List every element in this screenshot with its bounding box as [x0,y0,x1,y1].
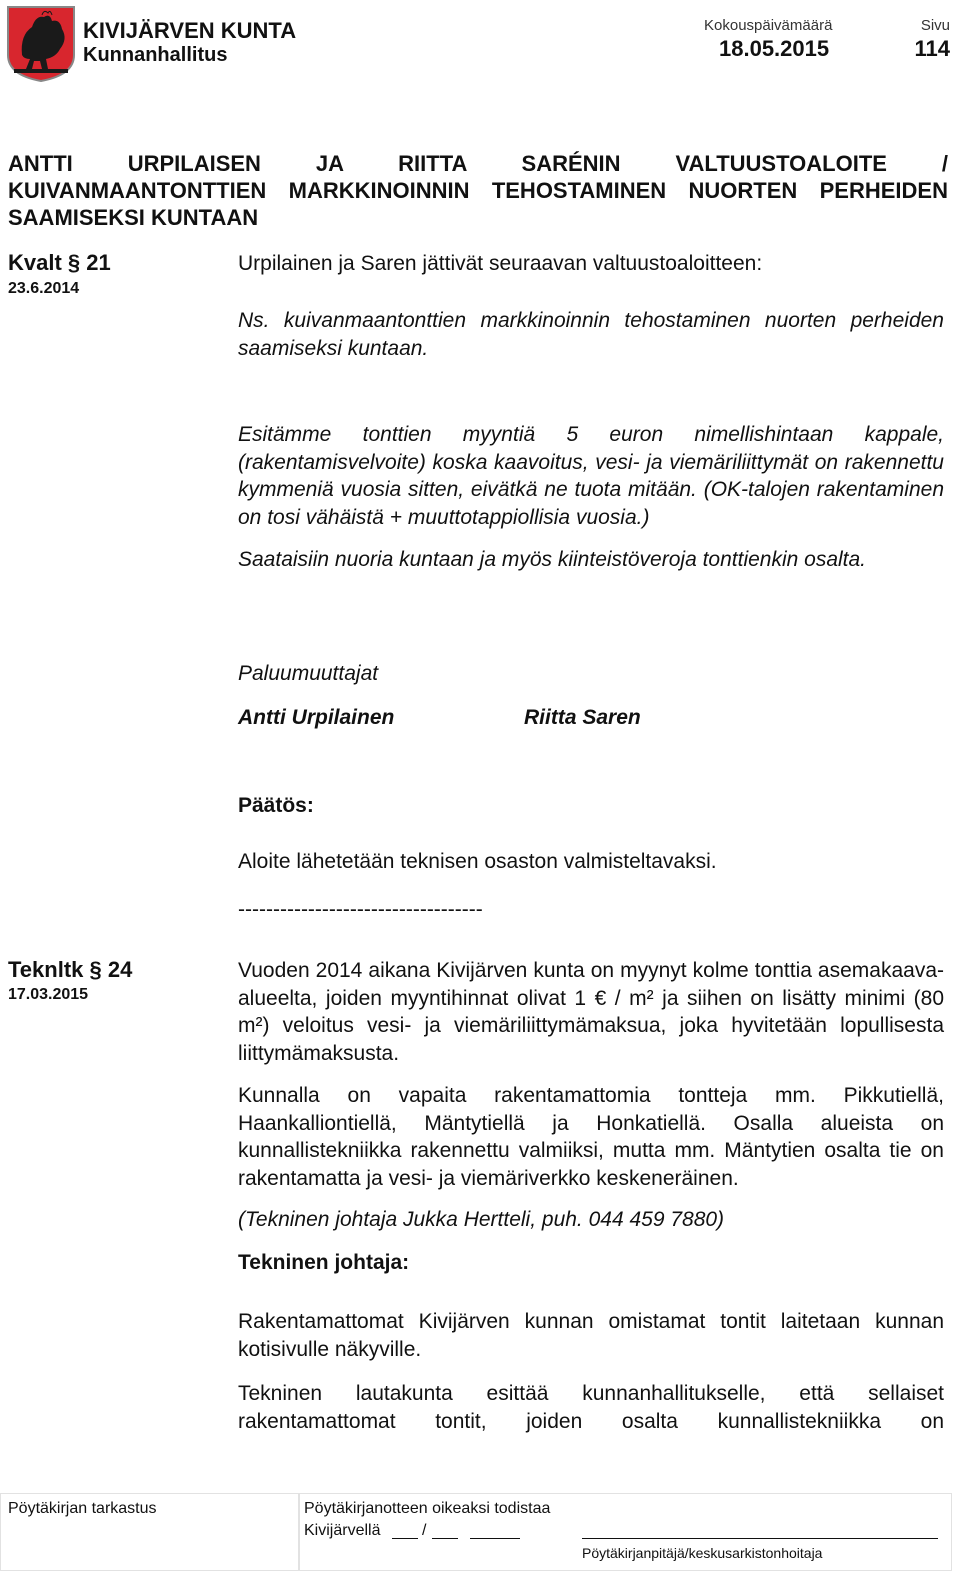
page-label: Sivu [920,17,950,34]
tekn-paragraph-4: Tekninen lautakunta esittää kunnanhallitukselle, että sellaiset rakentamattomat tontit, joiden osalta kunnallistekniikka on [238,1382,944,1433]
decision-text: Aloite lähetetään teknisen osaston valmisteltavaksi. [238,850,717,873]
footer-place: Kivijärvellä [304,1522,381,1539]
contact-note: (Tekninen johtaja Jukka Hertteli, puh. 044 459 7880) [238,1208,725,1231]
tech-director-heading: Tekninen johtaja: [238,1251,410,1274]
tekn-paragraph-3: Rakentamattomat Kivijärven kunnan omistamat tontit laitetaan kunnan kotisivulle näkyville. [238,1310,944,1361]
footer-check-label: Pöytäkirjan tarkastus [8,1500,157,1517]
footer-date-blank-2 [432,1538,458,1539]
kvalt-section-label: Kvalt § 21 [8,250,111,275]
meeting-date: 18.05.2015 [719,36,830,61]
signer-2: Riitta Saren [524,706,641,729]
footer-date-blank-1 [392,1538,418,1539]
title-line-2: KUIVANMAANTONTTIEN MARKKINOINNIN TEHOSTAMINEN NUORTEN PERHEIDEN [8,178,948,203]
footer-certified-label: Pöytäkirjanotteen oikeaksi todistaa [304,1500,551,1517]
decision-heading: Päätös: [238,794,314,817]
tekn-paragraph-2: Kunnalla on vapaita rakentamattomia tontteja mm. Pikkutiellä, Haankalliontiellä, Mäntytiellä ja Honkatiellä. Osalla alueista on kunnallistekniikka rakennettu valmiiksi, mutta mm. Mäntytien osalta tie on rakentamatta ja vesi- ja viemäriverkko keskeneräinen. [238,1084,944,1190]
title-line-3: SAAMISEKSI KUNTAAN [8,205,259,230]
separator-line: ----------------------------------- [238,898,483,921]
kvalt-section-date: 23.6.2014 [8,280,80,297]
initiative-paragraph-2: Saataisiin nuoria kuntaan ja myös kiinteistöveroja tonttienkin osalta. [238,548,867,571]
municipal-crest [6,5,76,83]
initiative-paragraph-1: Esitämme tonttien myyntiä 5 euron nimellishintaan kappale, (rakentamisvelvoite) koska kaavoitus, vesi- ja viemäriliittymät on rakennettu kymmeniä vuosia sitten, eivätkä ne tuota mitään. (OK-talojen rakentaminen on tosi vähäistä + muuttotappiollisia vuosia.) [238,423,944,529]
footer-date-slash: / [422,1522,427,1539]
municipality-name: KIVIJÄRVEN KUNTA [83,18,297,43]
footer-date-blank-3 [470,1538,520,1539]
tekn-paragraph-1: Vuoden 2014 aikana Kivijärven kunta on myynyt kolme tonttia asemakaava-alueelta, joiden myyntihinnat olivat 1 € / m² ja siihen on lisätty minimi (80 m²) veloitus vesi- ja viemäriliittymämaksua, joka hyvitetään lopullisesta liittymämaksusta. [238,959,944,1065]
page-number: 114 [914,36,950,61]
date-label: Kokouspäivämäärä [704,17,833,34]
initiative-title-quote: Ns. kuivanmaantonttien markkinoinnin tehostaminen nuorten perheiden saamiseksi kuntaan. [238,309,944,360]
crest-rooster-icon [6,5,76,83]
kvalt-intro: Urpilainen ja Saren jättivät seuraavan valtuustoaloitteen: [238,252,763,275]
tekn-section-label: Teknltk § 24 [8,957,133,982]
footer-signature-line [582,1538,938,1539]
tekn-section-date: 17.03.2015 [8,986,89,1003]
meeting-body: Kunnanhallitus [83,44,228,66]
footer-secretary-label: Pöytäkirjanpitäjä/keskusarkistonhoitaja [582,1545,823,1561]
signers-label: Paluumuuttajat [238,662,379,685]
title-line-1: ANTTI URPILAISEN JA RIITTA SARÉNIN VALTUUSTOALOITE / [8,151,948,176]
signer-1: Antti Urpilainen [238,706,395,729]
